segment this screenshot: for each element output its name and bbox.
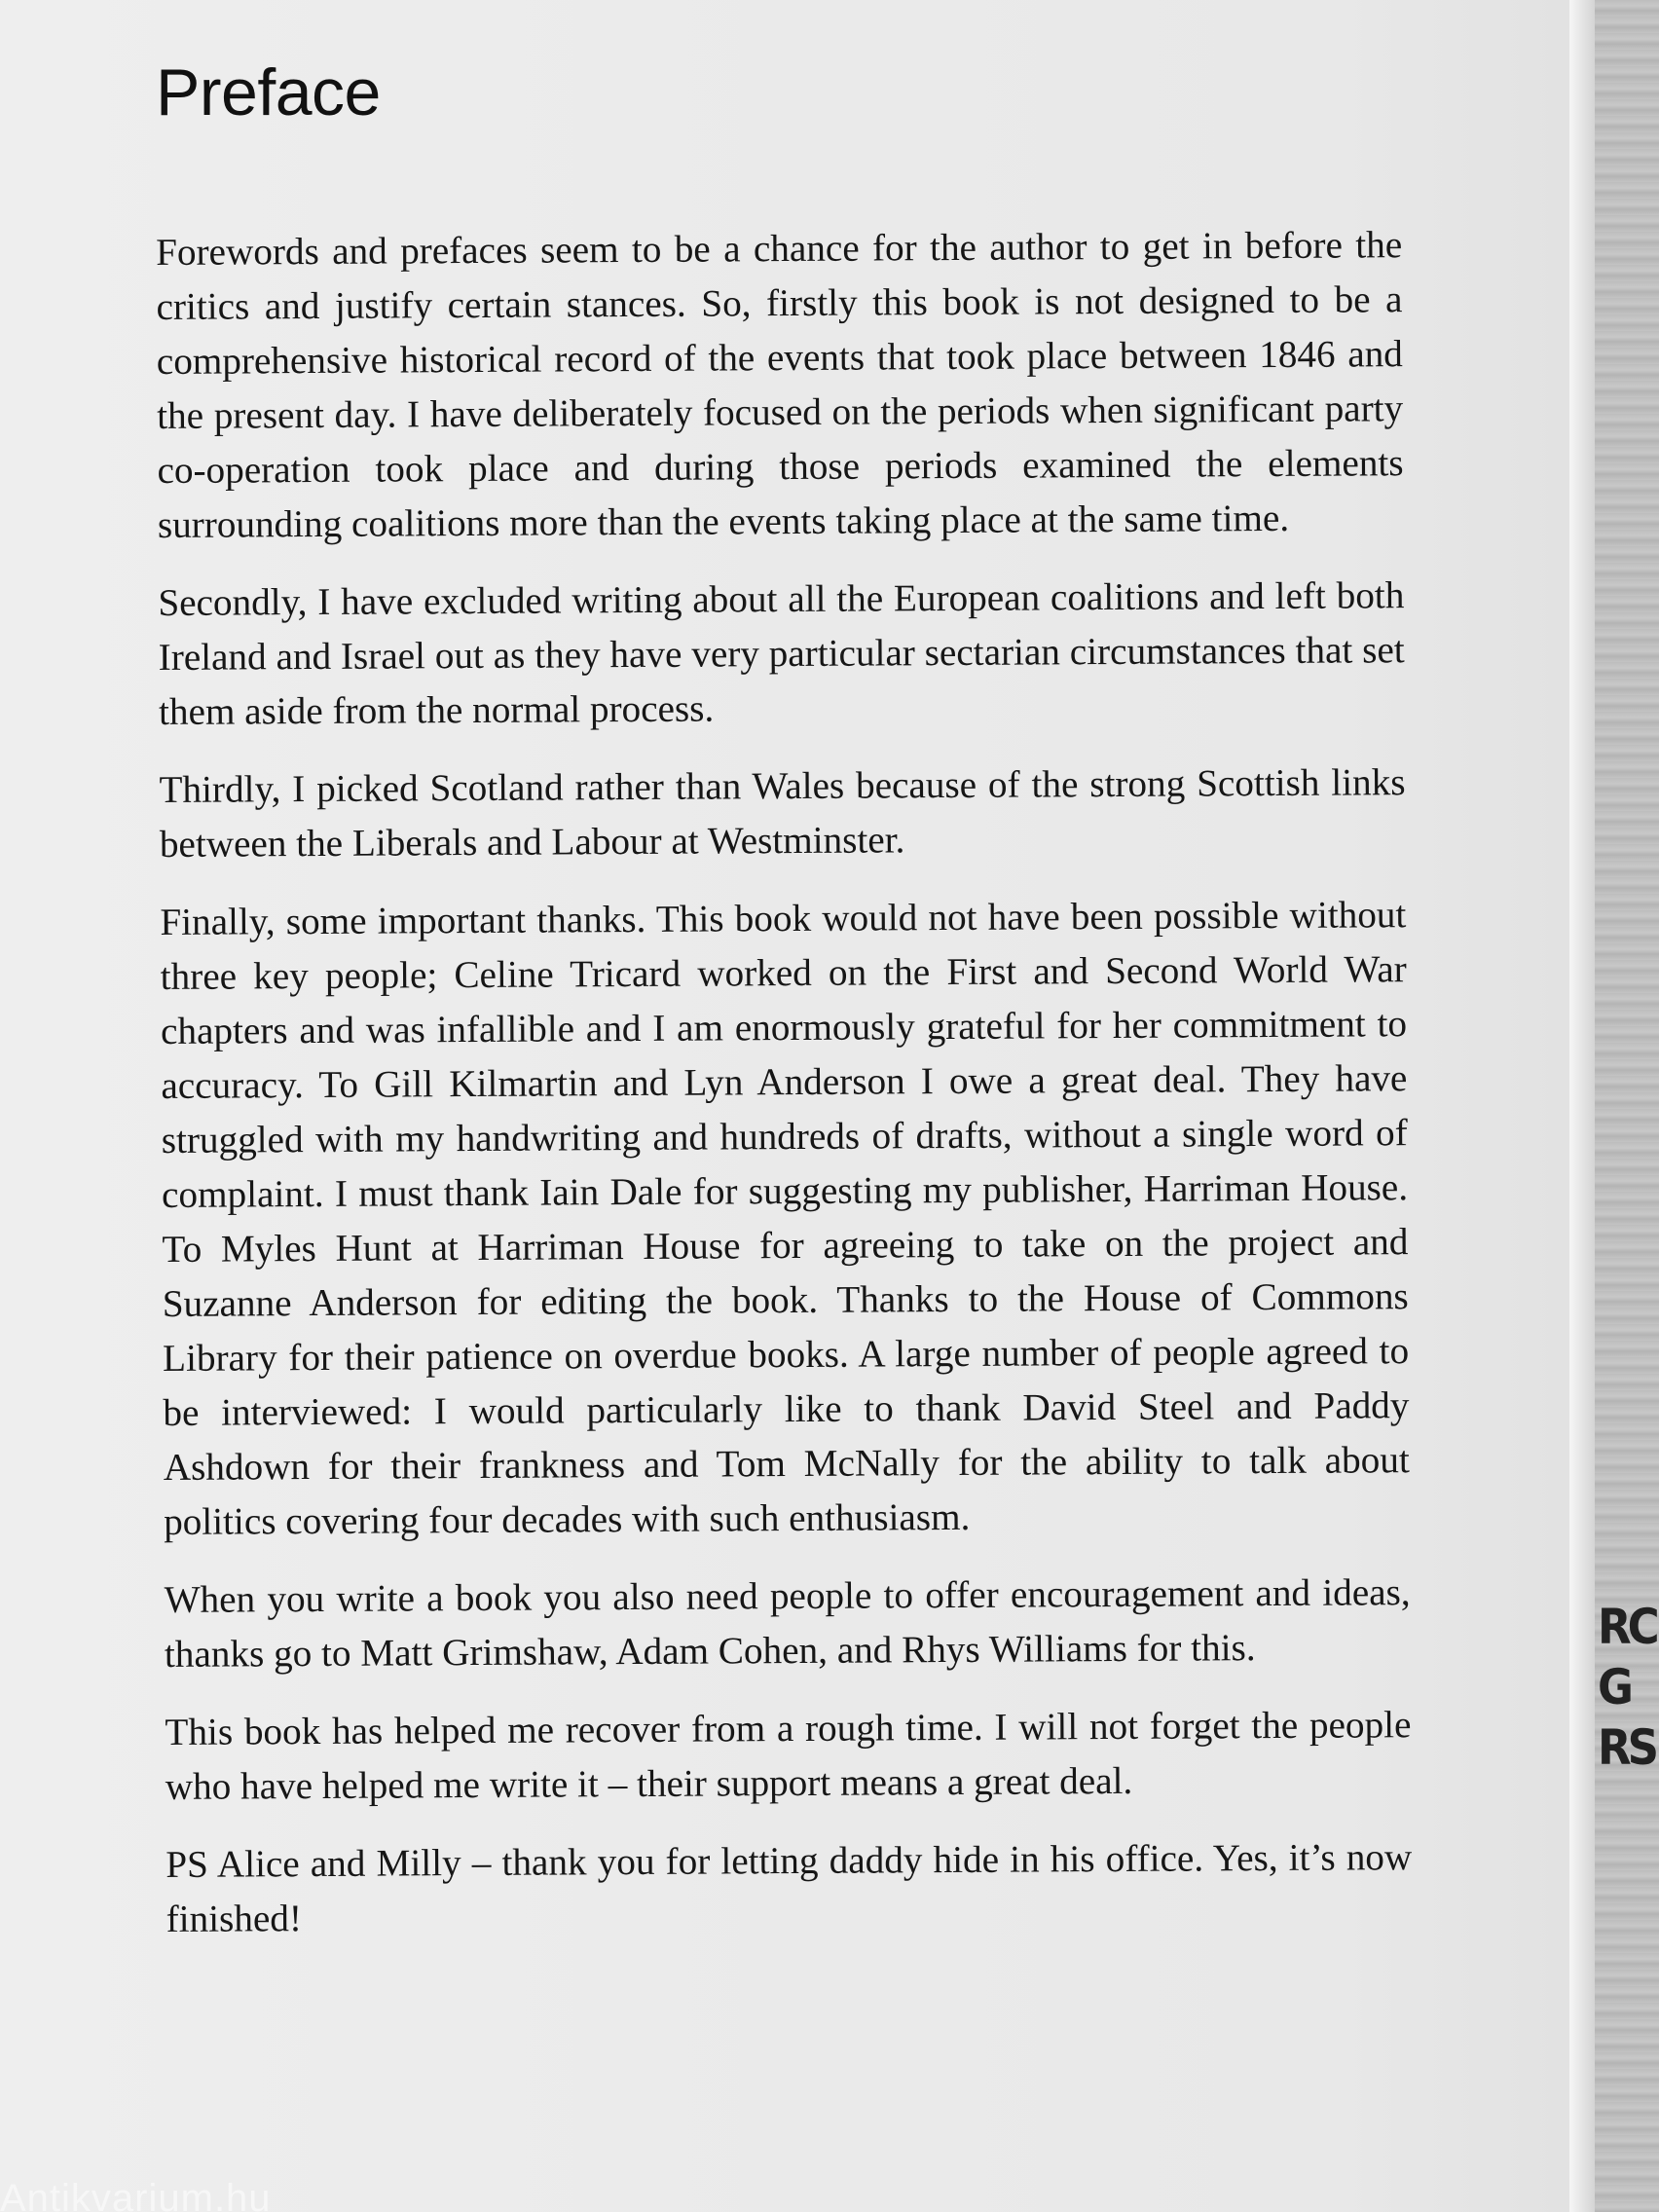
paragraph-1: Forewords and prefaces seem to be a chance for the author to get in before the critics and justify certain stances. So, firstly this book is not designed to be a comprehensive historical record of the events that took place between 1846 and the present day. I have deliberately focused on the periods when significant party co-operation took place and during those periods examined the elements surrounding coalitions more than the events taking place at the same time.: [156, 224, 1404, 546]
preface-body: [156, 218, 1413, 1971]
spine-line-1: RC: [1598, 1599, 1656, 1655]
background-book: [1595, 0, 1659, 2212]
paragraph-3: Thirdly, I picked Scotland rather than Wales because of the strong Scottish links between the Liberals and Labour at Westminster.: [159, 761, 1406, 866]
spine-line-3: RS: [1598, 1719, 1656, 1776]
page-title: Preface: [156, 55, 381, 129]
background-spine-text: [1598, 1597, 1656, 1778]
watermark: Antikvarium.hu: [0, 2177, 272, 2212]
paragraph-4: Finally, some important thanks. This book would not have been possible without three key people; Celine Tricard worked on the First and Second World War chapters and was infallible and I am enormously grateful for her commitment to accuracy. To Gill Kilmartin and Lyn Anderson I owe a great deal. They have struggled with my handwriting and hundreds of drafts, without a single word of complaint. I must thank Iain Dale for suggesting my publisher, Harriman House. To Myles Hunt at Harriman House for agreeing to take on the project and Suzanne Anderson for editing the book. Thanks to the House of Commons Library for their patience on overdue books. A large number of people agreed to be interviewed: I would particularly like to thank David Steel and Paddy Ashdown for their frankness and Tom McNally for the ability to talk about politics covering four decades with such enthusiasm.: [160, 894, 1410, 1543]
paragraph-7: PS Alice and Milly – thank you for letting daddy hide in his office. Yes, it’s now finished!: [166, 1836, 1413, 1940]
page-edge: [1569, 0, 1595, 2212]
spine-line-2: G: [1598, 1659, 1630, 1715]
paragraph-5: When you write a book you also need people to offer encouragement and ideas, thanks go to Matt Grimshaw, Adam Cohen, and Rhys Williams for this.: [164, 1571, 1411, 1676]
paragraph-6: This book has helped me recover from a rough time. I will not forget the people who have helped me write it – their support means a great deal.: [165, 1704, 1412, 1808]
paragraph-2: Secondly, I have excluded writing about all the European coalitions and left both Ireland and Israel out as they have very particular sectarian circumstances that set them aside from the normal process.: [158, 574, 1405, 733]
